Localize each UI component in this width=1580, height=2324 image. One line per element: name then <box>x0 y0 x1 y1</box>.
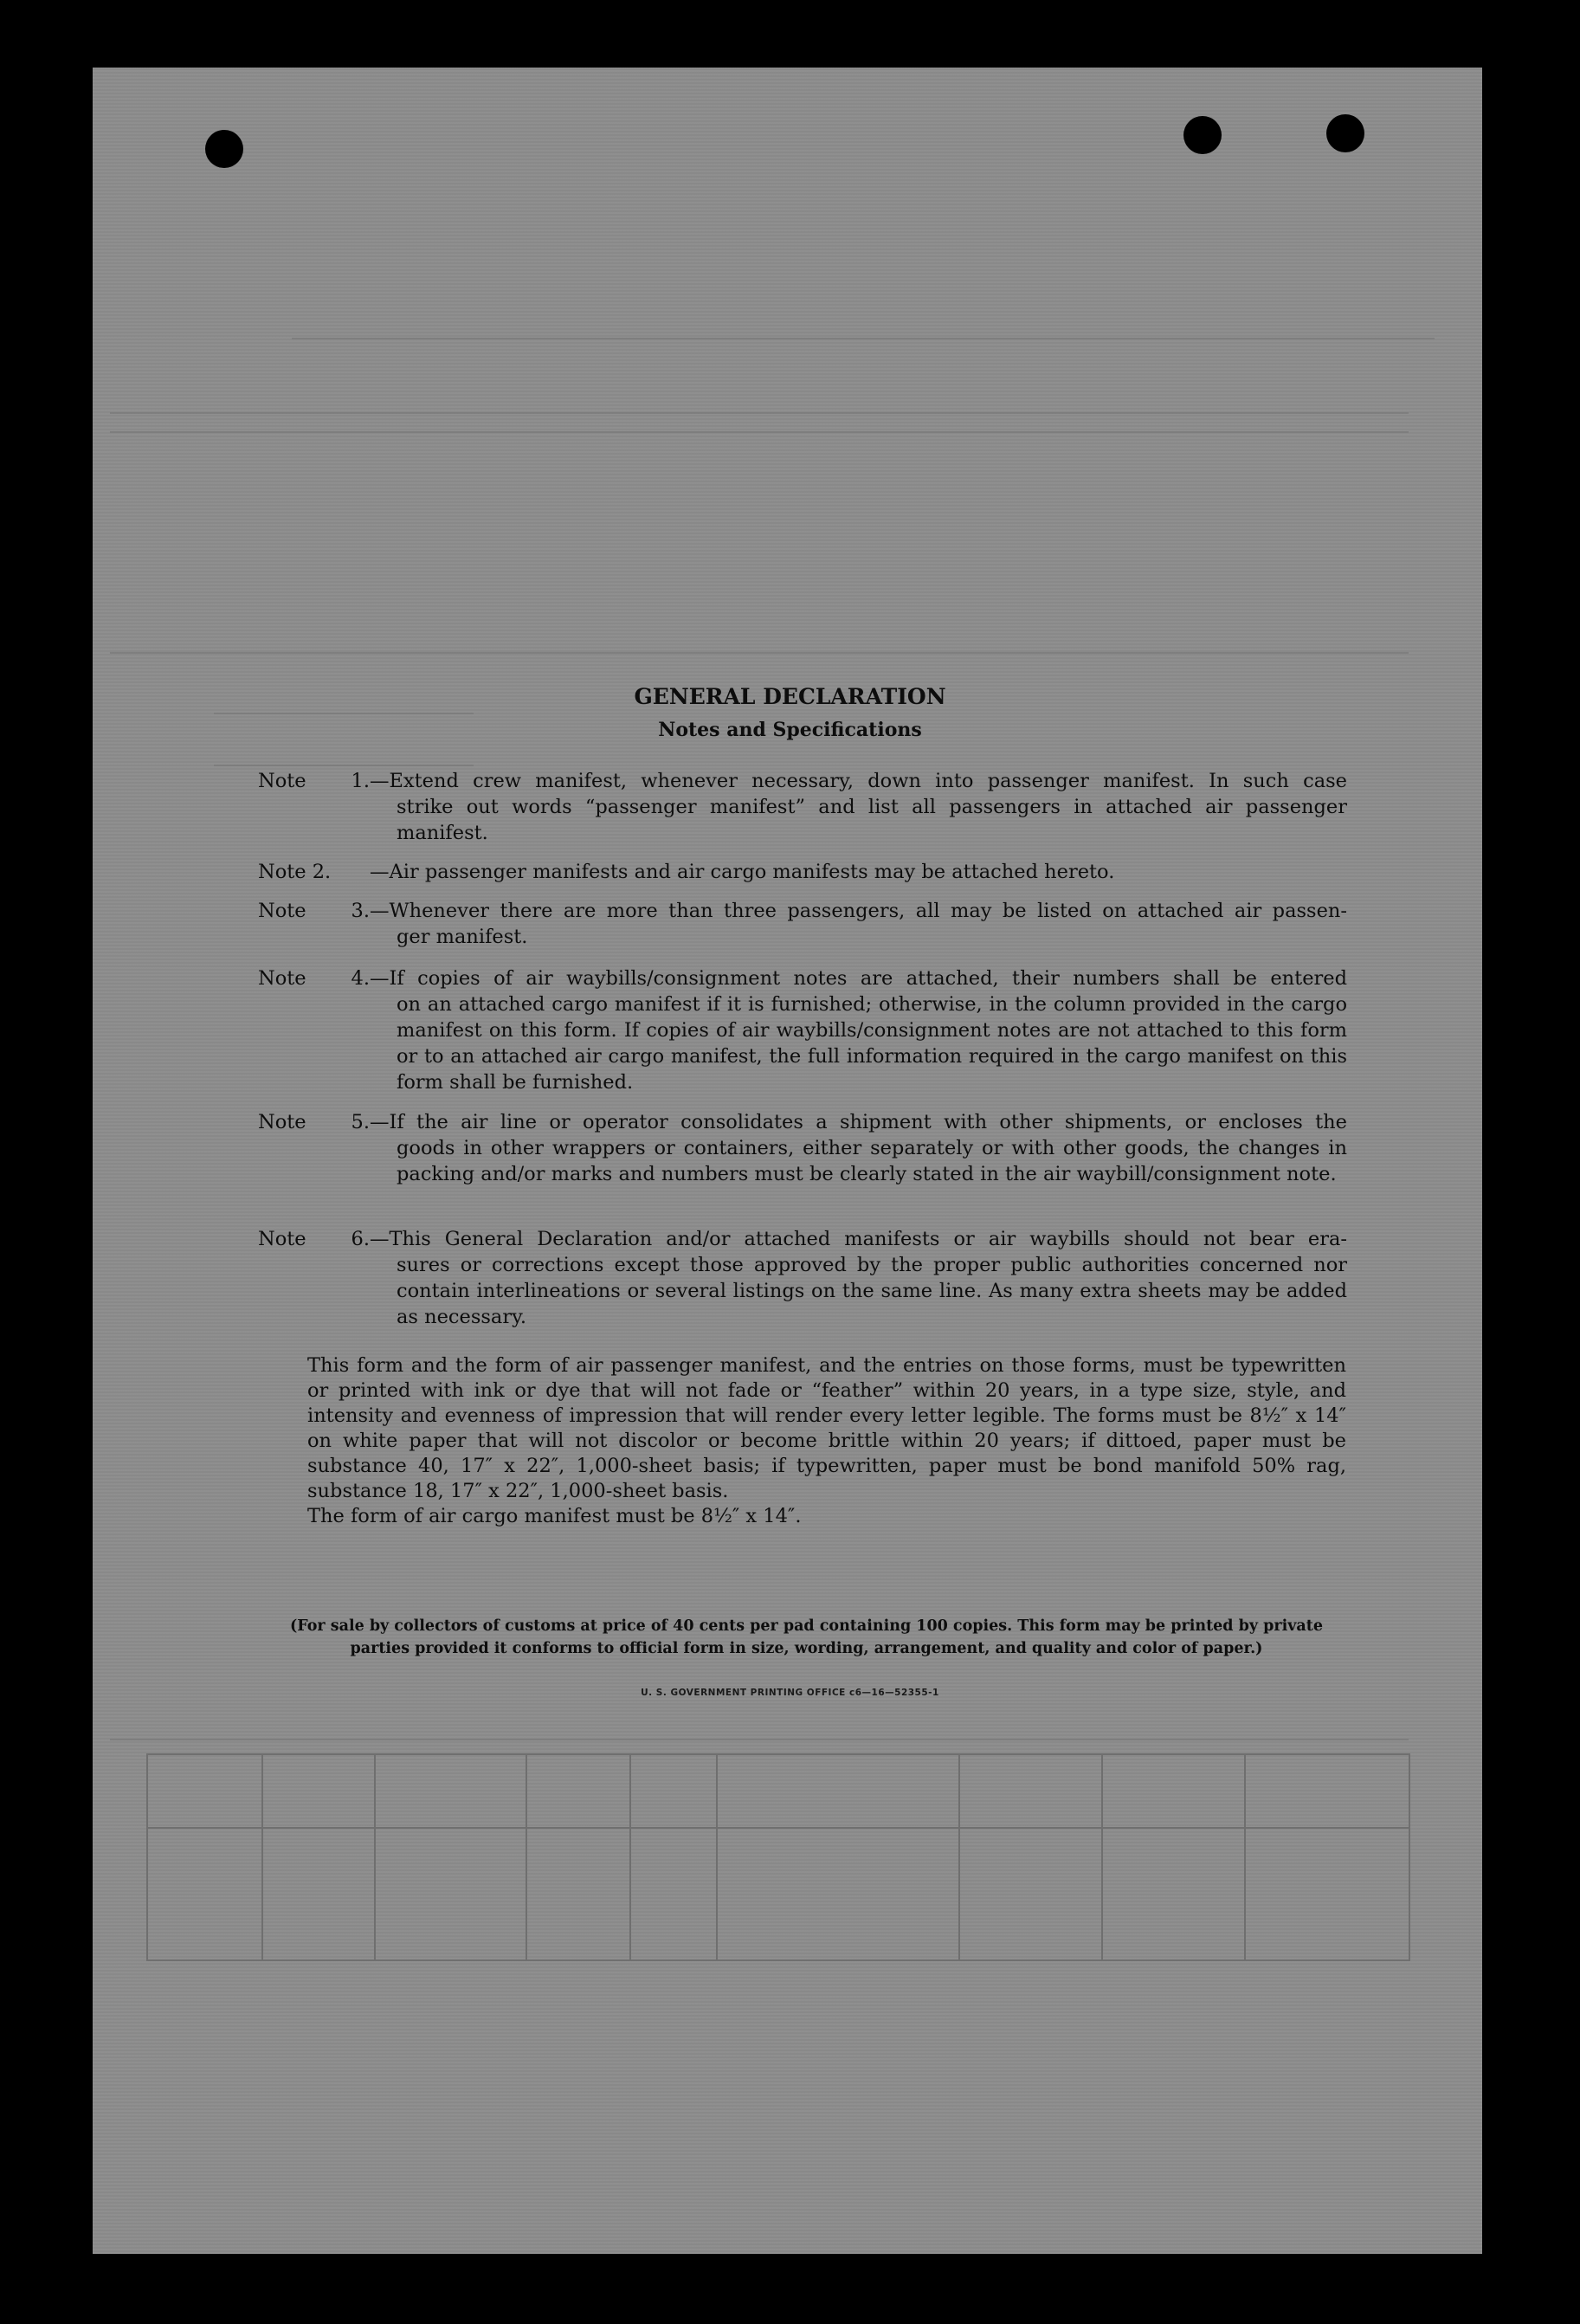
note-label: Note 6. <box>258 1228 370 1250</box>
bleed-through-table-rule <box>1244 1753 1246 1961</box>
bleed-through-table-rule <box>261 1753 263 1961</box>
bleed-through-table-rule <box>958 1753 960 1961</box>
punch-hole-left <box>205 130 243 168</box>
bleed-through-table-rule <box>146 1753 1410 1755</box>
bleed-through-line <box>110 1739 1409 1740</box>
specification-paragraph-last: The form of air cargo manifest must be 8½″ x 14″. <box>307 1505 802 1527</box>
note-3 <box>258 898 1347 950</box>
bleed-through-line <box>110 431 1409 433</box>
note-text-continued: on an attached cargo manifest if it is furnished; otherwise, in the column provided in the cargo manifest on this form. If copies of air waybills/consignment notes are not attached to this form or to an attached air cargo manifest, the full information required in the cargo manifest on this form shall be furnished. <box>397 993 1347 1094</box>
bleed-through-line <box>110 652 1409 654</box>
bleed-through-table-rule <box>374 1753 376 1961</box>
note-text-continued: strike out words “passenger manifest” and list all passengers in attached air passenger manifest. <box>397 796 1347 844</box>
note-text-continued: goods in other wrappers or containers, either separately or with other goods, the changes in packing and/or marks and numbers must be clearly stated in the air waybill/consignment note. <box>397 1137 1347 1185</box>
bleed-through-table-rule <box>146 1827 1410 1829</box>
note-5 <box>258 1109 1347 1187</box>
bleed-through-line <box>110 412 1409 414</box>
note-text: —Air passenger manifests and air cargo manifests may be attached hereto. <box>370 861 1115 883</box>
note-label: Note 4. <box>258 967 370 990</box>
note-label: Note 5. <box>258 1111 370 1133</box>
note-line-1 <box>258 768 1347 794</box>
bleed-through-table-rule <box>146 1753 148 1961</box>
bleed-through-line <box>292 338 1435 339</box>
bleed-through-table-rule <box>629 1753 631 1961</box>
note-text-continued: ger manifest. <box>397 926 528 948</box>
note-line-1 <box>258 1226 1347 1252</box>
bleed-through-table-rule <box>1101 1753 1103 1961</box>
note-text: —Extend crew manifest, whenever necessary, down into passenger manifest. In such case <box>370 770 1347 792</box>
note-1 <box>258 768 1347 846</box>
note-label: Note 1. <box>258 770 370 792</box>
note-text: —If copies of air waybills/consignment notes are attached, their numbers shall be entered <box>370 967 1347 990</box>
bleed-through-line <box>214 765 474 766</box>
note-label: Note 2. <box>258 861 332 883</box>
note-text: —Whenever there are more than three passengers, all may be listed on attached air passen- <box>370 900 1347 922</box>
note-label: Note 3. <box>258 900 370 922</box>
sale-note: (For sale by collectors of customs at price of 40 cents per pad containing 100 copies. This form may be printed by private parties provided it conforms to official form in size, wording, arrangement, and quality and color of paper.) <box>290 1617 1323 1657</box>
note-line-1 <box>258 859 1347 885</box>
note-6 <box>258 1226 1347 1330</box>
note-line-1 <box>258 1109 1347 1135</box>
bleed-through-table-rule <box>1409 1753 1410 1961</box>
note-2 <box>258 859 1347 885</box>
declaration-title: GENERAL DECLARATION <box>634 684 946 709</box>
declaration-subtitle: Notes and Specifications <box>658 719 922 741</box>
note-line-1 <box>258 965 1347 991</box>
note-4 <box>258 965 1347 1095</box>
note-text: —This General Declaration and/or attached manifests or air waybills should not bear era- <box>370 1228 1347 1250</box>
bleed-through-table-rule <box>526 1753 527 1961</box>
specification-paragraph: This form and the form of air passenger manifest, and the entries on those forms, must be typewritten or printed with ink or dye that will not fade or “feather” within 20 years, in a type size, style, and intensity and evenness of impression that will render every letter legible. The forms must be 8½″ x 14″ on white paper that will not discolor or become brittle within 20 years; if dittoed, paper must be substance 40, 17″ x 22″, 1,000-sheet basis; if typewritten, paper must be bond manifold 50% rag, substance 18, 17″ x 22″, 1,000-sheet basis. <box>307 1354 1346 1502</box>
punch-hole-right-2 <box>1326 114 1364 152</box>
printing-office-line: U. S. GOVERNMENT PRINTING OFFICE c6—16—52355-1 <box>641 1688 939 1698</box>
bleed-through-line <box>214 713 474 714</box>
note-text-continued: sures or corrections except those approved by the proper public authorities concerned nor contain interlineations or several listings on the same line. As many extra sheets may be added as necessary. <box>397 1254 1347 1328</box>
bleed-through-table-rule <box>716 1753 718 1961</box>
bleed-through-table-rule <box>146 1959 1410 1961</box>
note-line-1 <box>258 898 1347 924</box>
punch-hole-right-1 <box>1183 116 1222 154</box>
note-text: —If the air line or operator consolidates a shipment with other shipments, or encloses the <box>370 1111 1347 1133</box>
